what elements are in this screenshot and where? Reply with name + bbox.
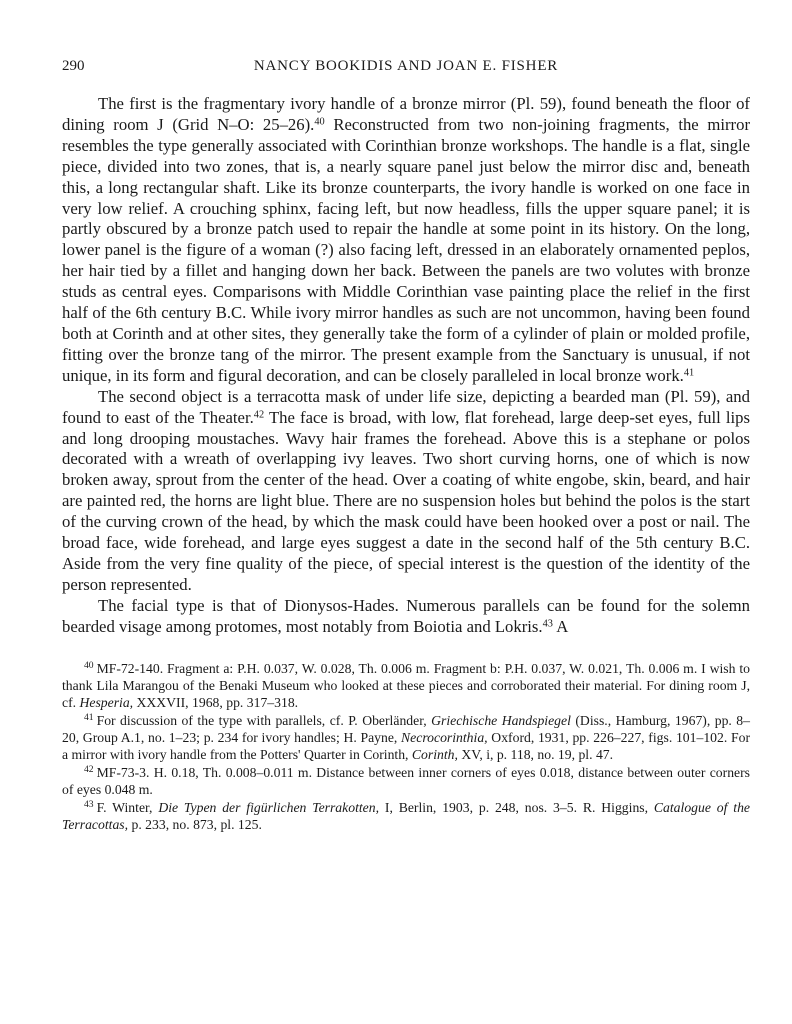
footnote-40 [62, 660, 750, 711]
text-run: The facial type is that of Dionysos-Hades. Numerous parallels can be found for the solemn bearded visage among protomes, most notably from Boiotia and Lokris. [62, 595, 750, 636]
footnote-41 [62, 712, 750, 763]
footnote-ref-43: 43 [542, 617, 553, 629]
text-run: Reconstructed from two non-joining fragments, the mirror resembles the type generally associated with Corinthian bronze workshops. The handle is a flat, single piece, divided into two zones, that is, a nearly square panel just below the mirror disc and, beneath this, a long rectangular shaft. Like its bronze counterparts, the ivory handle is worked on one face in very low relief. A crouching sphinx, facing left, but now headless, fills the upper square panel; it is partly obscured by a bronze patch used to repair the handle at some point in its history. On the long, lower panel is the figure of a woman (?) also facing left, dressed in an elaborately ornamented peplos, her hair tied by a fillet and hanging down her back. Between the panels are two volutes with bronze studs as central eyes. Comparisons with Middle Corinthian vase painting place the relief in the first half of the 6th century [62, 114, 751, 323]
footnote-42 [62, 764, 750, 798]
body-text [62, 94, 750, 638]
page [62, 58, 750, 834]
book-title: Catalogue of the Terracottas, [62, 799, 750, 832]
text-run: (Diss., Hamburg, 1967), pp. 8–20, Group A.1, no. 1–23; p. 234 for ivory handles; H. Payne, [62, 712, 750, 745]
text-run: The second object is a terracotta mask of under life size, depicting a bearded man (Pl. 59), and found to east of the Theater. [62, 386, 750, 427]
book-title: Die Typen der figürlichen Terrakotten, [158, 799, 380, 815]
era-abbreviation: B.C. [215, 303, 247, 323]
text-run: The first is the fragmentary ivory handle of a bronze mirror (Pl. 59), found beneath the floor of dining room J (Grid N–O: 25–26). [62, 94, 750, 134]
paragraph-terracotta-mask [62, 387, 750, 596]
text-run: A [552, 616, 569, 636]
text-run: F. Winter, [96, 799, 159, 815]
paragraph-mirror-handle [62, 94, 750, 387]
footnote-43 [62, 799, 750, 833]
book-title: Necrocorinthia, [401, 729, 488, 745]
book-title: Corinth, [411, 746, 458, 762]
text-run: Aside from the very fine quality of the piece, of special interest is the question of the identity of the person represented. [62, 553, 750, 594]
footnote-number: 42 [84, 764, 94, 776]
footnotes [62, 660, 750, 833]
running-head [62, 58, 750, 84]
era-abbreviation: B.C. [719, 533, 750, 553]
text-run: p. 233, no. 873, pl. 125. [128, 816, 262, 832]
paragraph-facial-type [62, 596, 750, 638]
footnote-number: 41 [84, 712, 94, 724]
text-run: Oxford, 1931, pp. 226–227, figs. 101–102. For a mirror with ivory handle from the Potters' Quarter in Corinth, [62, 729, 750, 762]
text-run: MF-73-3. H. 0.18, Th. 0.008–0.011 m. Distance between inner corners of eyes 0.018, distance between outer corners of eyes 0.048 m. [62, 764, 750, 797]
footnote-number: 43 [84, 799, 94, 811]
book-title: Griechische Handspiegel [431, 712, 571, 728]
journal-title: Hesperia, [79, 694, 134, 710]
footnote-ref-40: 40 [314, 116, 325, 128]
footnote-ref-42: 42 [253, 408, 265, 420]
footnote-number: 40 [84, 660, 94, 672]
page-number: 290 [62, 58, 85, 74]
footnote-ref-41: 41 [683, 367, 695, 379]
text-run: I, Berlin, 1903, p. 248, nos. 3–5. R. Higgins, [379, 799, 654, 815]
text-run: MF-72-140. Fragment a: P.H. 0.037, W. 0.028, Th. 0.006 m. Fragment b: P.H. 0.037, W. 0.021, Th. 0.006 m. I wish to thank Lila Marangou of the Benaki Museum who looked at these pieces and corroborated their material. For dining room J, cf. [62, 660, 750, 710]
text-run: For discussion of the type with parallels, cf. P. Oberländer, [96, 712, 432, 728]
text-run: XXXVII, 1968, pp. 317–318. [133, 694, 299, 710]
running-title: NANCY BOOKIDIS AND JOAN E. FISHER [253, 58, 559, 74]
text-run: While ivory mirror handles as such are not uncommon, having been found both at Corinth and at other sites, they generally take the form of a cylinder of plain or molded profile, fitting over the bronze tang of the mirror. The present example from the Sanctuary is unusual, if not unique, in its form and figural decoration, and can be closely paralleled in local bronze work. [62, 303, 750, 385]
text-run: The face is broad, with low, flat forehead, large deep-set eyes, full lips and long drooping moustaches. Wavy hair frames the forehead. Above this is a stephane or polos decorated with a wreath of overlapping ivy leaves. Two short curving horns, one of which is now broken away, sprout from the center of the head. Over a coating of white engobe, skin, beard, and hair are painted red, the horns are light blue. There are no suspension holes but behind the polos is the start of the curving crown of the head, by which the mask could have been hooked over a post or nail. The broad face, wide forehead, and large eyes suggest a date in the second half of the 5th century [62, 407, 750, 553]
text-run: XV, i, p. 118, no. 19, pl. 47. [457, 746, 614, 762]
